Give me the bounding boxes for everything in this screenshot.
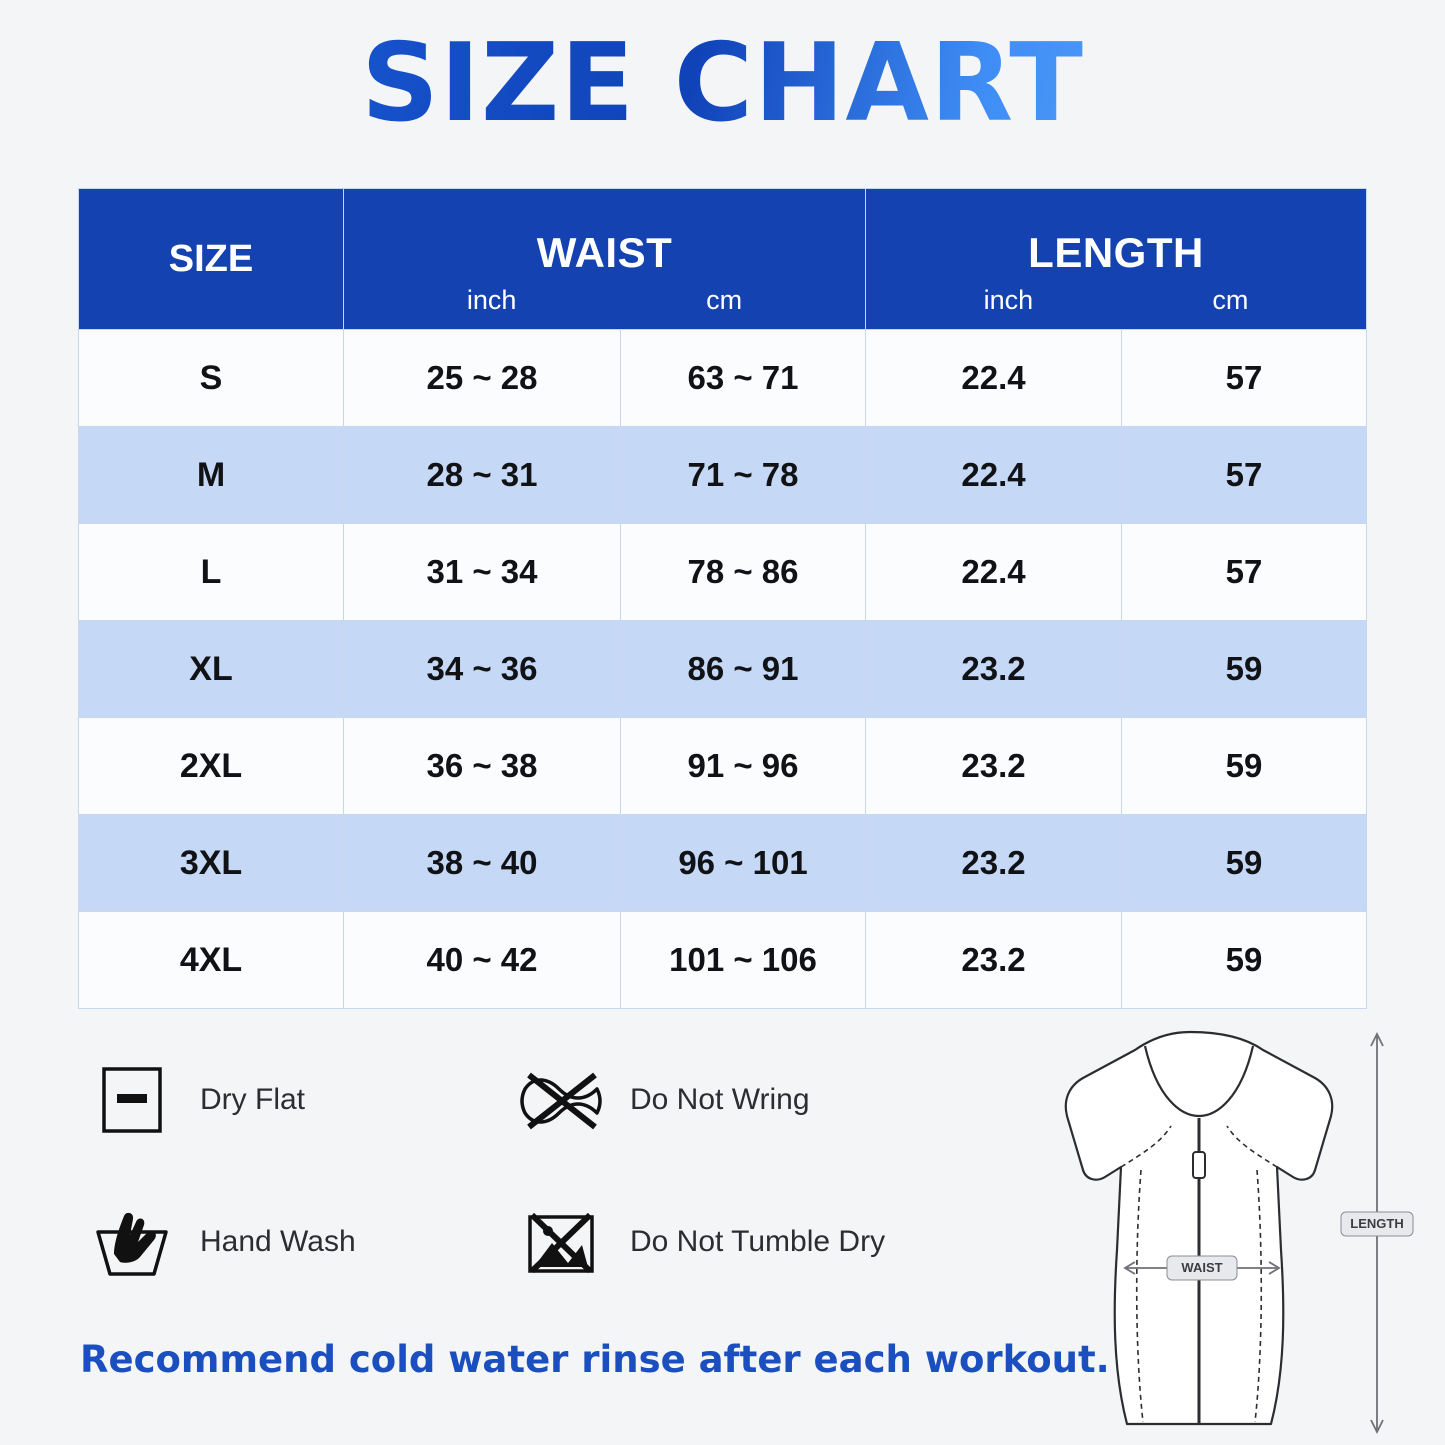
table-row (79, 524, 1367, 621)
cell-length-cm: 57 (1122, 330, 1367, 427)
care-instructions (86, 1058, 966, 1342)
cell-waist-cm: 78 ~ 86 (621, 524, 866, 621)
care-label-dry-flat: Dry Flat (200, 1083, 305, 1116)
cell-length-inch: 23.2 (866, 912, 1122, 1009)
cell-waist-inch: 28 ~ 31 (344, 427, 621, 524)
cell-waist-inch: 34 ~ 36 (344, 621, 621, 718)
care-item-do-not-wring (516, 1058, 946, 1142)
cell-size: M (79, 427, 344, 524)
size-table (78, 188, 1367, 1009)
cell-length-inch: 23.2 (866, 815, 1122, 912)
table-row (79, 815, 1367, 912)
dry-flat-icon (86, 1058, 178, 1142)
cell-waist-cm: 63 ~ 71 (621, 330, 866, 427)
page-title: SIZE CHART (0, 0, 1445, 146)
cell-waist-inch: 36 ~ 38 (344, 718, 621, 815)
do-not-wring-icon (516, 1058, 608, 1142)
cell-waist-inch: 31 ~ 34 (344, 524, 621, 621)
cell-length-inch: 22.4 (866, 330, 1122, 427)
care-item-hand-wash (86, 1200, 516, 1284)
table-body (79, 330, 1367, 1009)
care-label-do-not-wring: Do Not Wring (630, 1083, 810, 1116)
cell-waist-cm: 91 ~ 96 (621, 718, 866, 815)
care-label-do-not-tumble-dry: Do Not Tumble Dry (630, 1225, 886, 1258)
header-waist-title: WAIST (536, 228, 673, 276)
length-badge-label: LENGTH (1350, 1216, 1404, 1231)
header-waist-unit-inch: inch (466, 284, 517, 315)
cell-size: S (79, 330, 344, 427)
cell-length-cm: 57 (1122, 524, 1367, 621)
cell-waist-cm: 101 ~ 106 (621, 912, 866, 1009)
header-length-unit-cm: cm (1212, 284, 1249, 315)
table-header (79, 189, 1367, 330)
care-item-dry-flat (86, 1058, 516, 1142)
cell-length-cm: 59 (1122, 815, 1367, 912)
table-row (79, 330, 1367, 427)
header-length-unit-inch: inch (983, 284, 1034, 315)
cell-length-inch: 22.4 (866, 524, 1122, 621)
table-row (79, 718, 1367, 815)
cell-size: 4XL (79, 912, 344, 1009)
cell-length-inch: 23.2 (866, 718, 1122, 815)
cell-waist-inch: 40 ~ 42 (344, 912, 621, 1009)
cell-length-cm: 57 (1122, 427, 1367, 524)
cell-waist-inch: 38 ~ 40 (344, 815, 621, 912)
care-row-1 (86, 1058, 966, 1142)
cell-size: 2XL (79, 718, 344, 815)
header-waist (344, 189, 866, 330)
cell-length-inch: 23.2 (866, 621, 1122, 718)
cell-waist-cm: 71 ~ 78 (621, 427, 866, 524)
cell-length-cm: 59 (1122, 718, 1367, 815)
cell-size: XL (79, 621, 344, 718)
cell-waist-cm: 86 ~ 91 (621, 621, 866, 718)
header-waist-unit-cm: cm (706, 284, 743, 315)
care-item-do-not-tumble-dry (516, 1200, 946, 1284)
waist-badge-label: WAIST (1181, 1260, 1223, 1275)
recommendation-note: Recommend cold water rinse after each workout. (80, 1338, 1110, 1381)
table-row (79, 912, 1367, 1009)
cell-size: 3XL (79, 815, 344, 912)
cell-size: L (79, 524, 344, 621)
cell-waist-inch: 25 ~ 28 (344, 330, 621, 427)
cell-length-cm: 59 (1122, 621, 1367, 718)
header-length (866, 189, 1367, 330)
hand-wash-icon (86, 1200, 178, 1284)
size-table-container (78, 188, 1366, 1009)
do-not-tumble-dry-icon (516, 1200, 608, 1284)
care-label-hand-wash: Hand Wash (200, 1225, 356, 1258)
care-row-2 (86, 1200, 966, 1284)
table-row (79, 427, 1367, 524)
garment-diagram (985, 1020, 1415, 1440)
header-length-title: LENGTH (1028, 228, 1204, 276)
table-row (79, 621, 1367, 718)
cell-length-cm: 59 (1122, 912, 1367, 1009)
cell-length-inch: 22.4 (866, 427, 1122, 524)
cell-waist-cm: 96 ~ 101 (621, 815, 866, 912)
header-size: SIZE (79, 189, 344, 330)
